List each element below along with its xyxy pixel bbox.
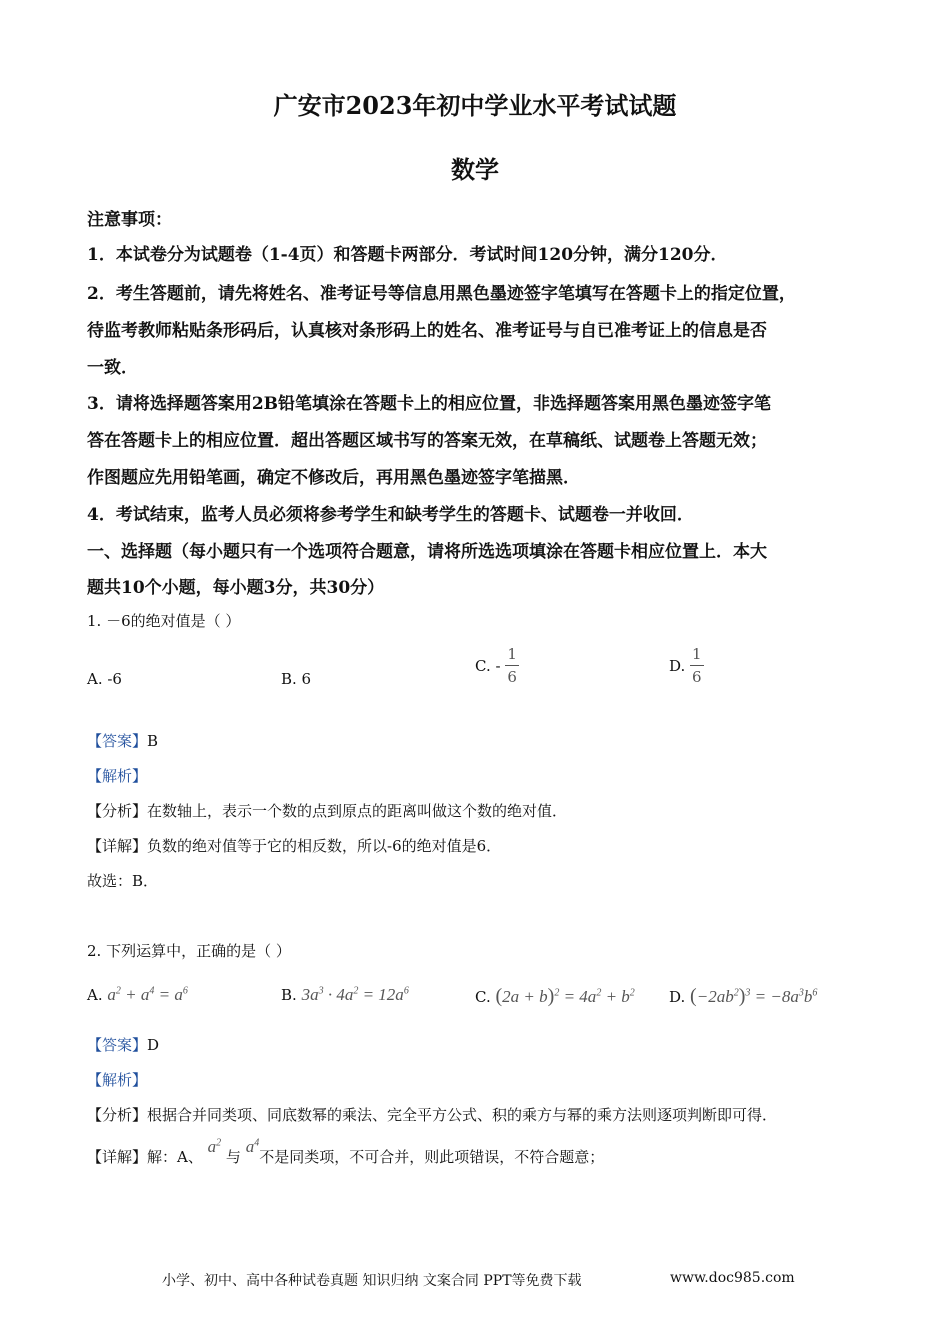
- fenxi-tag: 【分析】: [87, 1106, 148, 1124]
- q2-analysis-tag: 【解析】: [87, 1071, 148, 1089]
- notice-item-1: 1．本试卷分为试题卷（1-4页）和答题卡两部分．考试时间120分钟，满分120分．: [87, 245, 728, 265]
- q1-fenxi: [87, 800, 567, 821]
- fraction-denominator: 6: [507, 668, 517, 686]
- q1-option-c-label: C. -: [475, 656, 501, 675]
- q2-option-c-formula: $(2a + b)^2 = 4a^2 + b^2$: [495, 985, 635, 1007]
- answer-value: B: [147, 732, 159, 750]
- fraction-numerator: 1: [507, 645, 517, 663]
- q2-option-d: [669, 985, 817, 1008]
- notice-item-3-line-1: 3．请将选择题答案用2B铅笔填涂在答题卡上的相应位置，非选择题答案用黑色墨迹签字笔: [87, 394, 772, 414]
- xiangjie-tag: 【详解】: [87, 837, 148, 855]
- q2-xiangjie-term-2: $a^4$: [245, 1137, 260, 1156]
- q2-option-c: [475, 985, 635, 1008]
- q2-answer: [87, 1034, 159, 1055]
- answer-value: D: [147, 1036, 160, 1054]
- q2-option-c-label: C.: [475, 988, 491, 1006]
- section-heading-line-2: 题共10个小题，每小题3分，共30分）: [87, 578, 385, 598]
- q1-stem: 1. －6的绝对值是（ ）: [87, 612, 241, 630]
- q2-option-a-label: A.: [87, 986, 103, 1004]
- answer-tag: 【答案】: [87, 732, 148, 750]
- q2-option-b-formula: $3a^3 \cdot 4a^2 = 12a^6$: [301, 985, 409, 1004]
- fraction-denominator: 6: [692, 668, 702, 686]
- xiangjie-post: 不是同类项，不可合并，则此项错误，不符合题意；: [259, 1148, 605, 1166]
- fraction-bar: [505, 665, 519, 666]
- q1-analysis-tag: 【解析】: [87, 767, 148, 785]
- xiangjie-text: 负数的绝对值等于它的相反数，所以-6的绝对值是6．: [147, 837, 502, 855]
- notice-item-2-line-3: 一致．: [87, 358, 138, 378]
- q1-answer: [87, 730, 158, 751]
- notice-item-2-line-1: 2．考生答题前，请先将姓名、准考证号等信息用黑色墨迹签字笔填写在答题卡上的指定位置，: [87, 284, 796, 304]
- notice-item-4: 4．考试结束，监考人员必须将参考学生和缺考学生的答题卡、试题卷一并收回．: [87, 505, 694, 525]
- xiangjie-mid: 与: [225, 1148, 241, 1166]
- q1-xiangjie: [87, 835, 501, 856]
- notice-item-3-line-2: 答在答题卡上的相应位置．超出答题区域书写的答案无效，在草稿纸、试题卷上答题无效；: [87, 431, 767, 451]
- notice-item-2-line-2: 待监考教师粘贴条形码后，认真核对条形码上的姓名、准考证号与自已准考证上的信息是否: [87, 321, 767, 341]
- footer-text: 小学、初中、高中各种试卷真题 知识归纳 文案合同 PPT等免费下载: [162, 1273, 582, 1289]
- q1-option-d: [669, 645, 704, 686]
- q2-option-d-label: D.: [669, 988, 686, 1006]
- subject-title: 数学: [451, 155, 499, 184]
- q2-xiangjie-term-1: $a^2$: [207, 1137, 222, 1156]
- q2-option-a-formula: $a^2 + a^4 = a^6$: [107, 985, 188, 1004]
- q2-option-a: [87, 985, 188, 1005]
- answer-tag: 【答案】: [87, 1036, 148, 1054]
- xiangjie-pre: 解：A、: [147, 1148, 203, 1166]
- q1-conclusion: 故选：B．: [87, 872, 159, 890]
- q2-option-d-formula: $(-2ab^2)^3 = -8a^3b^6$: [690, 985, 818, 1007]
- fenxi-text: 在数轴上，表示一个数的点到原点的距离叫做这个数的绝对值．: [147, 802, 568, 820]
- notice-item-3-line-3: 作图题应先用铅笔画，确定不修改后，再用黑色墨迹签字笔描黑．: [87, 468, 580, 488]
- q2-fenxi: [87, 1104, 777, 1125]
- q1-option-d-label: D.: [669, 656, 686, 675]
- fenxi-tag: 【分析】: [87, 802, 148, 820]
- xiangjie-tag: 【详解】: [87, 1148, 148, 1166]
- footer-url[interactable]: www.doc985.com: [670, 1270, 795, 1286]
- fraction-numerator: 1: [692, 645, 702, 663]
- fenxi-text: 根据合并同类项、同底数幂的乘法、完全平方公式、积的乘方与幂的乘方法则逐项判断即可得．: [147, 1106, 778, 1124]
- q2-option-b: [281, 985, 409, 1005]
- q2-option-b-label: B.: [281, 986, 297, 1004]
- q2-stem: 2. 下列运算中，正确的是（ ）: [87, 942, 291, 960]
- q1-option-a: A. -6: [87, 670, 122, 688]
- q1-option-d-fraction: [690, 645, 704, 686]
- fraction-bar: [690, 665, 704, 666]
- q1-option-c: [475, 645, 519, 686]
- notice-heading: 注意事项：: [87, 210, 172, 230]
- section-heading-line-1: 一、选择题（每小题只有一个选项符合题意，请将所选选项填涂在答题卡相应位置上．本大: [87, 542, 767, 562]
- exam-title: 广安市2023年初中学业水平考试试题: [273, 91, 677, 120]
- q1-option-b: B. 6: [281, 670, 312, 688]
- q2-xiangjie: [87, 1137, 605, 1167]
- q1-option-c-fraction: [505, 645, 519, 686]
